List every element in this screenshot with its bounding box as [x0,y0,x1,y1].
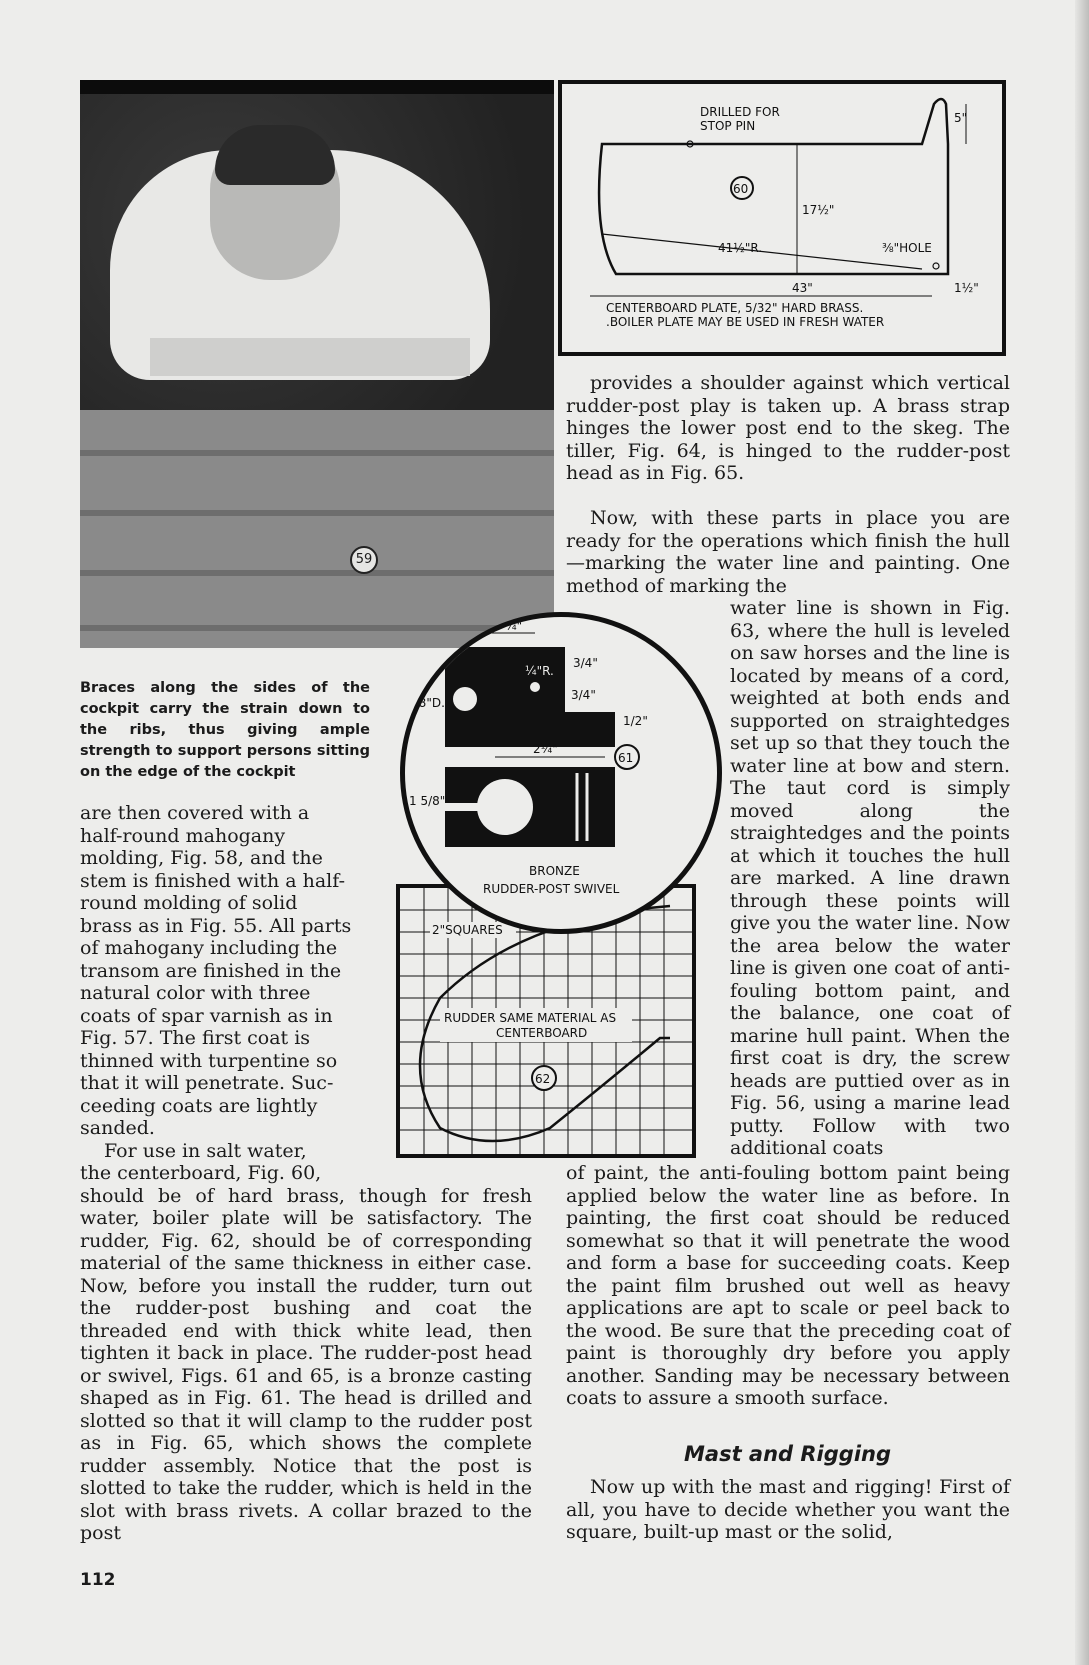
right-narrow-paragraph: water line is shown in Fig. 63, where the hull is leveled on saw horses and the line is located by means of a cord, weighted at both ends and supported on straightedges set up so that they touch the water line at bow and stern. The taut cord is simply moved along the straightedges and the points at which it touches the hull are marked. A line drawn through these points will give you the water line. Now the area below the water line is given one coat of anti-fouling bottom paint, and the balance, one coat of marine hull paint. When the first coat is dry, the screw heads are puttied over as in Fig. 56, using a marine lead putty. Follow with two additional coats [730,597,1010,1159]
left-line-16: For use in salt water, [104,1139,307,1162]
rudder-label-1: RUDDER SAME MATERIAL AS [444,1011,617,1025]
photo-top-border [80,80,554,94]
photo-man-hair [215,125,335,185]
hull-plank [80,625,554,631]
left-line-13: that it will penetrate. Suc- [80,1072,334,1094]
left-line-5: round molding of solid [80,892,298,914]
swivel-svg [405,617,717,929]
fig-62-label: 62 [535,1072,551,1086]
swivel-label-1: BRONZE [529,864,580,878]
swivel-diagram [400,612,722,934]
left-line-9: natural color with three [80,982,311,1004]
left-line-6: brass as in Fig. 55. All parts [80,914,352,937]
fig-59-label: 59 [350,546,378,574]
swivel-dim-r: ¼"R. [525,664,554,678]
page-edge [1075,0,1089,1665]
centerboard-svg [562,84,1002,352]
section-heading: Mast and Rigging [684,1442,891,1466]
dim-height: 17½" [802,203,835,217]
swivel-dim-158: 1 5/8" [409,794,446,808]
left-line-3: molding, Fig. 58, and the [80,847,323,869]
photo-brace [150,338,470,376]
left-line-14: ceeding coats are lightly [80,1094,318,1117]
hole-label: ⅜"HOLE [882,241,932,255]
right-top-paragraph: provides a shoulder against which vertical rudder-post play is taken up. A brass strap hinges the lower post end to the skeg. The tiller, Fig. 64, is hinged to the rudder-post head as in Fig. 65. [566,372,1010,484]
swivel-dim-34a: 3/4" [573,656,598,670]
swivel-dim-half: 1/2" [623,714,648,728]
photo-hull [80,410,554,648]
fig-60-label: 60 [733,182,749,196]
left-line-4: stem is finished with a half- [80,869,346,892]
left-line-10: coats of spar varnish as in [80,1004,333,1027]
drilled-label-2: STOP PIN [700,119,756,133]
right-paragraph-2: Now, with these parts in place you are ready for the operations which finish the hull—marking the water line and painting. One method of marking the [566,507,1010,597]
centerboard-caption-2: .BOILER PLATE MAY BE USED IN FRESH WATER [606,315,885,329]
dim-length: 43" [792,281,813,295]
swivel-dim-quarter: ¼" [505,619,523,633]
photo-caption: Braces along the sides of the cockpit carry the strain down to the ribs, thus giving ample strength to support persons sitting on the edge of the cockpit [80,680,370,780]
centerboard-diagram [558,80,1006,356]
photo-fig-59 [80,80,554,648]
left-line-12: thinned with turpentine so [80,1049,338,1072]
dim-radius: 41½"R. [718,241,763,255]
left-line-17: the centerboard, Fig. 60, [80,1162,322,1184]
left-line-8: transom are finished in the [80,959,342,982]
dim-small: 1½" [954,281,979,295]
swivel-dim-2: 2" [423,668,437,682]
left-line-1: are then covered with a [80,802,310,824]
dim-top: 5" [954,111,968,125]
fig-61-label: 61 [618,751,634,765]
rudder-squares-label: 2"SQUARES [432,923,503,937]
left-bottom-paragraph: should be of hard brass, though for fresh water, boiler plate will be satisfactory. The rudder, Fig. 62, should be of corresponding material of the same thickness in either case. Now, before you install the rudder, turn out the rudder-post bushing and coat the threaded end with thick white lead, then tighten it back in place. The rudder-post head or swivel, Figs. 61 and 65, is a bronze casting shaped as in Fig. 61. The head is drilled and slotted so that it will clamp to the rudder post as in Fig. 65, which shows the complete rudder assembly. Notice that the post is slotted to take the rudder, which is held in the slot with brass rivets. A collar brazed to the post [80,1184,532,1544]
swivel-dim-214: 2¼" [533,742,558,756]
left-line-15: sanded. [80,1117,155,1139]
left-line-2: half-round mahogany [80,824,286,847]
right-bottom-paragraph: of paint, the anti-fouling bottom paint being applied below the water line as before. In painting, the first coat should be reduced somewhat so that it will penetrate the wood and form a base for succeeding coats. Keep the paint film brushed out well as heavy applications are apt to scale or peel back to the wood. Be sure that the preceding coat of paint is thoroughly dry before you apply another. Sanding may be necessary between coats to assure a smooth surface. [566,1162,1010,1409]
swivel-label-2: RUDDER-POST SWIVEL [483,882,620,896]
swivel-dim-34b: 3/4" [571,688,596,702]
page-number: 112 [80,1570,116,1590]
left-line-7: of mahogany including the [80,937,338,959]
rudder-label-2: CENTERBOARD [496,1026,588,1040]
swivel-dim-d: 9/8"D. [407,696,445,710]
hull-plank [80,510,554,516]
drilled-label-1: DRILLED FOR [700,105,780,119]
hull-plank [80,570,554,576]
hull-plank [80,450,554,456]
left-line-11: Fig. 57. The first coat is [80,1027,311,1049]
right-last-paragraph: Now up with the mast and rigging! First of all, you have to decide whether you want the square, built-up mast or the solid, [566,1476,1010,1543]
centerboard-caption-1: CENTERBOARD PLATE, 5/32" HARD BRASS. [606,301,864,315]
